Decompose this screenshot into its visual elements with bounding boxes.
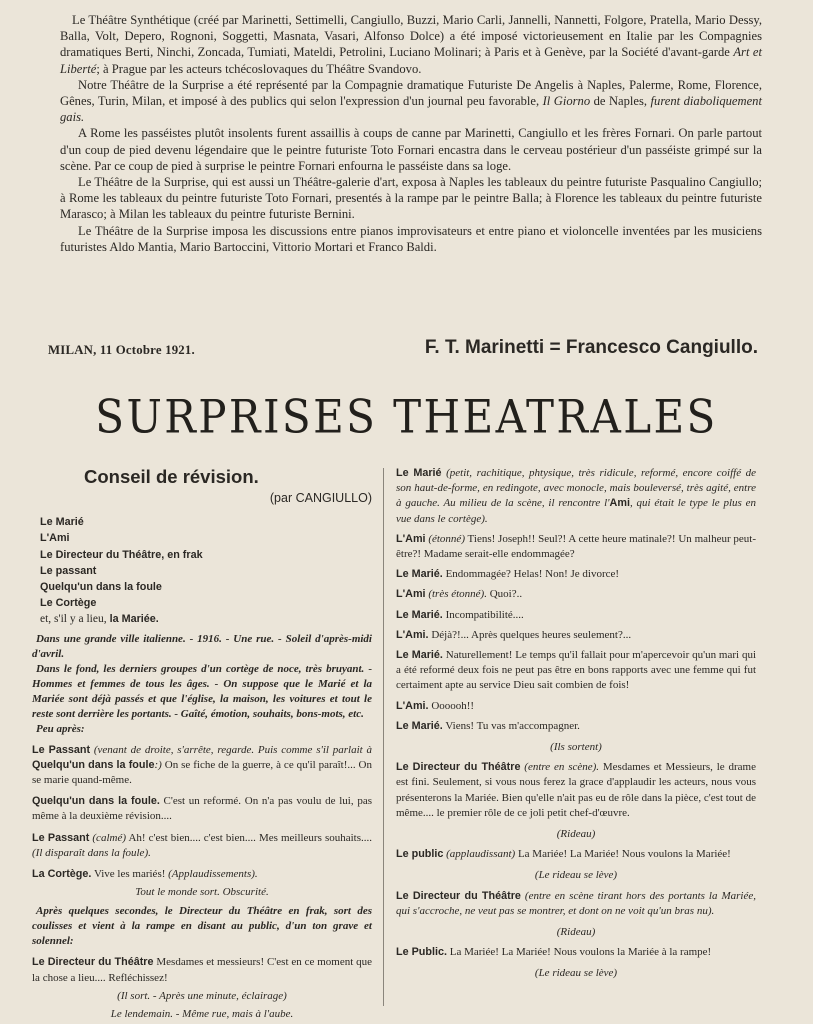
speaker: Le Passant: [32, 831, 90, 844]
stage-direction: (Le rideau se lève): [534, 967, 618, 980]
dialogue-line: [396, 608, 756, 623]
speech: Mesdames et messieurs! C'est en ce moment que la chose a lieu.... Refléchissez!: [32, 956, 372, 984]
dialogue-line: [32, 955, 372, 985]
text: ; à Prague par les acteurs tchécoslovaques du Théâtre Svandovo.: [96, 61, 422, 76]
signature-line: [48, 337, 758, 363]
speaker: Ami: [609, 497, 630, 510]
speaker: L'Ami.: [396, 699, 429, 712]
text: Le Théâtre Synthétique (créé par Marinetti, Settimelli, Cangiullo, Buzzi, Mario Carli, Jannelli, Nannetti, Folgore, Pratella, Mario Dessy, Balla, Volt, Depero, Rognoni, Soggetti, Masnata, Vasari, Alfonso Dolce) a été imposé victorieusement en Italie par les Compagnies dramatiques Berti, Ninchi, Zoncada, Tumiati, Mateldi, Petrolini, Luciano Molinari; à Paris et à Genève, par la Société d'avant-garde: [60, 13, 762, 60]
speaker: Le Marié.: [396, 608, 443, 621]
italic-text: furent diaboliquement gais.: [60, 94, 762, 125]
paragraph: A Rome les passéistes plutôt insolents furent assaillis à coups de canne par Marinetti, Cangiullo et les frères Fornari. On parle partout d'un coup de pied devenu légendaire que le peintre futuriste Toto Fornari encastra dans le cerveau postérieur d'un passéiste grimpé sur la scène. Par ce coup de pied à surprise le peintre Fornari enfourna le passéiste dans sa loge.: [60, 126, 762, 173]
dialogue-line: [396, 699, 756, 714]
direction: (Applaudissements).: [168, 868, 258, 881]
stage-direction: Dans une grande ville italienne. - 1916. - Une rue. - Soleil d'après-midi d'avril.: [32, 632, 372, 660]
direction: (applaudissant): [443, 848, 516, 861]
dialogue-line: [396, 532, 756, 562]
speaker: L'Ami: [396, 532, 426, 545]
speech: La Mariée! La Mariée! Nous voulons la Mariée à la rampe!: [447, 946, 712, 959]
dialogue-line: [32, 867, 372, 882]
dialogue-line: [396, 628, 756, 643]
direction: , qui était le type le plus en vue dans le cortège).: [396, 497, 756, 525]
speech: Tiens! Joseph!! Seul?! A cette heure matinale?! Un malheur peut-être?! Madame serait-elle endommagée?: [396, 532, 756, 561]
signature: F. T. Marinetti = Francesco Cangiullo.: [424, 337, 758, 358]
dialogue-line: [396, 648, 756, 694]
speaker: Le public: [396, 848, 444, 861]
direction: (petit, rachitique, phtysique, très ridicule, reformé, encore coiffé de son haut-de-forme, en redingote, avec monocle, mais bouleversé, très agité, entre à gauche. Au milieu de la scène, il rencontre l': [396, 467, 756, 510]
speaker: Quelqu'un dans la foule: [32, 758, 155, 771]
dialogue-line: [396, 466, 756, 527]
cast-item: L'Ami: [40, 532, 70, 545]
cast-item: Quelqu'un dans la foule: [40, 581, 162, 594]
direction: (calmé): [89, 831, 126, 844]
right-column: [396, 466, 756, 984]
left-column: [32, 466, 372, 1022]
cast-item: Le Marié: [40, 516, 84, 529]
speaker: Quelqu'un dans la foule.: [32, 795, 160, 808]
cast-name: la Mariée.: [109, 613, 159, 626]
date-place: MILAN, 11 Octobre 1921.: [48, 343, 195, 357]
cast-list: [40, 514, 372, 627]
speech: Mesdames et Messieurs, le drame est fini. Seulement, si vous nous ferez la grace d'applaudir les acteurs, nous vous présenterons la Mariée. Bien qu'elle n'ait pas eu de rôle dans la pièce, c'est tout de même.... le premier rôle de ce joli petit chef-d'œuvre.: [396, 761, 756, 819]
dialogue-line: [396, 889, 756, 919]
stage-direction: Après quelques secondes, le Directeur du Théâtre en frak, sort des coulisses et vient à la rampe en disant au public, d'un ton grave et solennel:: [32, 905, 372, 948]
direction: (étonné): [425, 532, 465, 545]
speech: Déjà?!... Après quelques heures seulement?...: [428, 628, 632, 641]
speaker: L'Ami.: [396, 628, 429, 641]
stage-direction: Dans le fond, les derniers groupes d'un cortège de noce, très bruyant. - Hommes et femmes de tous les âges. - On suppose que le Marié et la Mariée sont déjà passés et que l'église, la maison, les voitures et tout le reste sont derrière les portants. - Gaîté, émotion, souhaits, bons-mots, etc.: [32, 662, 372, 720]
dialogue-line: [32, 743, 372, 789]
speaker: Le Marié.: [396, 719, 443, 732]
paragraph: Le Théâtre de la Surprise, qui est aussi un Théâtre-galerie d'art, exposa à Naples les tableaux du peintre futuriste Pasqualino Cangiullo; à Rome les tableaux du peintre futuriste Toto Fornari, presentés à la rampe par le peintre Balla; à Florence les tableaux du peintre futuriste Marasco; à Milan les tableaux du peintre futuriste Bernini.: [60, 175, 762, 222]
speech: Incompatibilité....: [442, 608, 524, 621]
direction: (entre en scène tirant hors des portants la Mariée, qui s'accroche, ne veut pas se montrer, et dont on ne voit qu'un bras nu).: [396, 889, 756, 917]
direction: (Il disparaît dans la foule).: [32, 846, 151, 859]
cast-item: Le Directeur du Théâtre, en frak: [40, 548, 203, 561]
speech: On se fiche de la guerre, à ce qu'il paraît!... On se marie quand-même.: [32, 758, 372, 787]
speech: Endommagée? Helas! Non! Je divorce!: [442, 568, 620, 581]
speaker: Le Marié: [396, 467, 442, 479]
speaker: La Cortège.: [32, 868, 92, 881]
stage-direction: Tout le monde sort. Obscurité.: [135, 886, 269, 899]
direction: (entre en scène).: [520, 761, 600, 774]
direction: :): [154, 758, 162, 771]
speech: Vive les mariés!: [91, 868, 169, 881]
dialogue-line: [32, 831, 372, 861]
speaker: Le Marié.: [396, 568, 443, 581]
stage-direction: (Rideau): [556, 828, 596, 841]
column-divider: [383, 468, 384, 1006]
headline: SURPRISES THEATRALES: [95, 389, 718, 444]
speech: C'est un reformé. On n'a pas voulu de lui, pas même à la deuxième révision....: [32, 795, 372, 823]
stage-direction: (Rideau): [556, 926, 596, 939]
dialogue-line: [396, 945, 756, 960]
stage-direction: (Il sort. - Après une minute, éclairage): [117, 989, 287, 1002]
speaker: Le Passant: [32, 743, 91, 756]
direction: (très étonné).: [425, 588, 487, 601]
italic-text: Art et Liberté: [60, 45, 762, 76]
speech: Naturellement! Le temps qu'il fallait pour m'apercevoir qu'un mari qui a été reformé deux fois ne peut pas être en bons rapports avec une femme qui fut certaiment apte au service Dieu sait combien de fois!: [396, 649, 756, 692]
piece-title: Conseil de révision.: [84, 466, 259, 487]
speech: Viens! Tu vas m'accompagner.: [442, 719, 580, 732]
dialogue-line: [396, 760, 756, 821]
dialogue-line: [396, 847, 756, 862]
dialogue-line: [396, 587, 756, 602]
speech: La Mariée! La Mariée! Nous voulons la Mariée!: [515, 848, 731, 861]
cast-item: Le passant: [40, 564, 97, 577]
cast-prefix: et, s'il y a lieu,: [40, 613, 107, 626]
speech: Oooooh!!: [428, 699, 475, 712]
dialogue-line: [396, 567, 756, 582]
stage-direction: Le lendemain. - Même rue, mais à l'aube.: [110, 1008, 294, 1021]
cast-item: [40, 611, 372, 627]
paragraph: Le Théâtre de la Surprise imposa les discussions entre pianos improvisateurs et entre piano et violoncelle inventées par les musiciens futuristes Aldo Mantia, Mario Bartoccini, Vittorio Mortari et Franco Baldi.: [60, 223, 762, 254]
direction: (venant de droite, s'arrête, regarde. Puis comme s'il parlait à: [90, 743, 372, 756]
speaker: Le Directeur du Théâtre: [396, 761, 521, 774]
byline: (par CANGIULLO): [269, 491, 372, 505]
text: de Naples,: [590, 94, 651, 109]
manifesto-text: [60, 12, 762, 255]
cast-item: Le Cortège: [40, 597, 97, 610]
text: Notre Théâtre de la Surprise a été représenté par la Compagnie dramatique Futuriste De Angelis à Naples, Palerme, Rome, Florence, Gênes, Turin, Milan, et imposé à des publics qui selon l'expression d'un journal peu favorable,: [60, 77, 762, 109]
speaker: Le Marié.: [396, 649, 443, 662]
speaker: L'Ami: [396, 588, 426, 601]
italic-text: Il Giorno: [542, 94, 591, 109]
speech: Quoi?..: [486, 588, 523, 601]
stage-direction: (Le rideau se lève): [534, 869, 618, 882]
dialogue-line: [396, 719, 756, 734]
speech: Ah! c'est bien.... c'est bien.... Mes meilleurs souhaits....: [126, 831, 373, 844]
speaker: Le Directeur du Théâtre: [396, 889, 521, 902]
paragraph: [60, 12, 762, 77]
dialogue-line: [32, 794, 372, 824]
speaker: Le Directeur du Théâtre: [32, 956, 154, 969]
stage-direction: (Ils sortent): [550, 741, 602, 754]
stage-direction: Peu après:: [36, 722, 85, 735]
speaker: Le Public.: [396, 946, 447, 959]
paragraph: [60, 77, 762, 126]
